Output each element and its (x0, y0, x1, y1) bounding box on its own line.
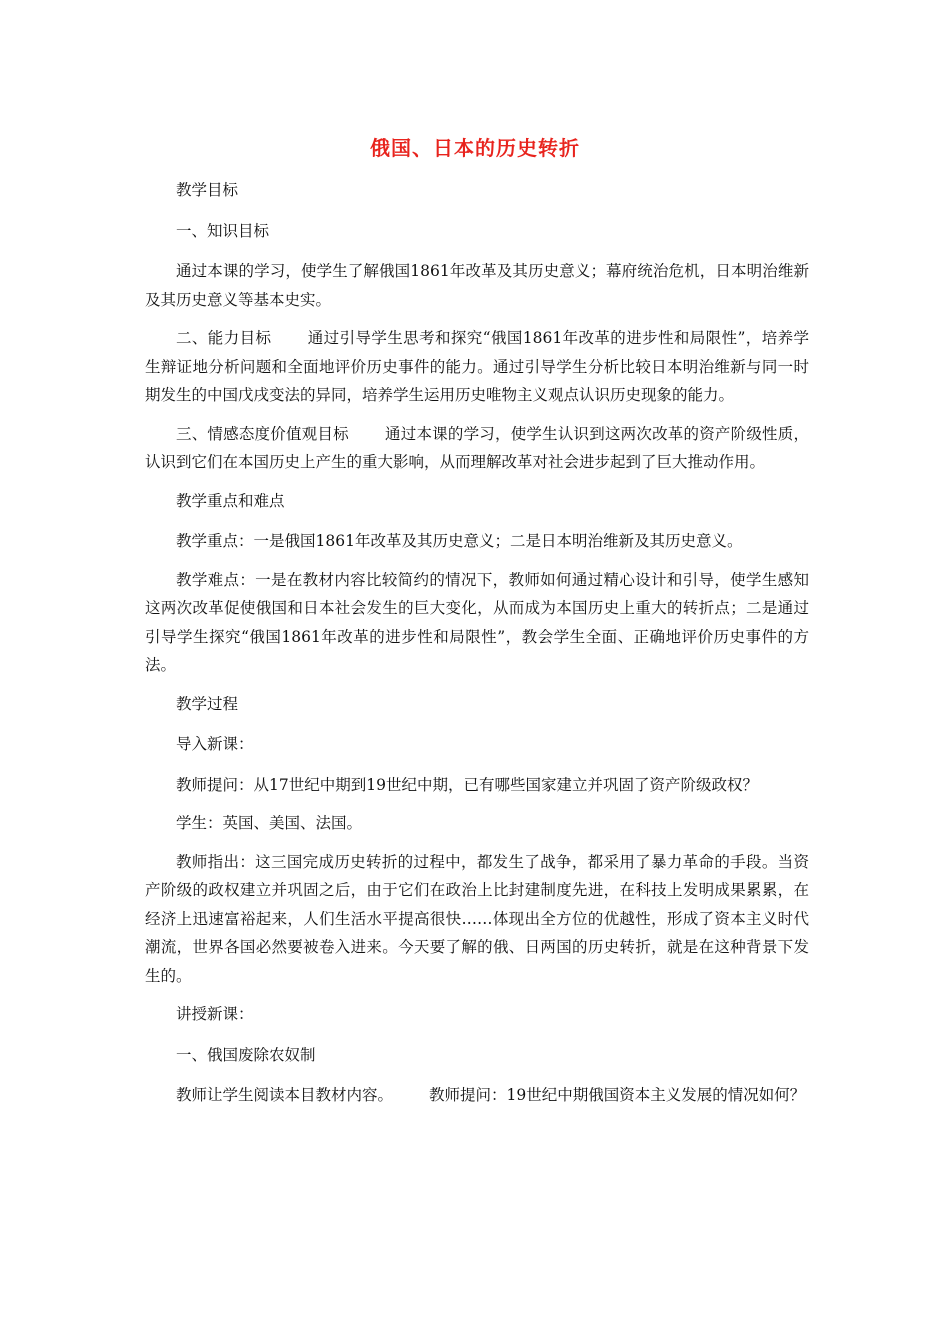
section-heading-objectives: 教学目标 (176, 181, 239, 199)
subheading-introduction: 导入新课： (176, 735, 254, 753)
paragraph-teacher-question: 教师提问：从17世纪中期到19世纪中期，已有哪些国家建立并巩固了资产阶级政权？ (176, 775, 758, 794)
subheading-russia-serfdom: 一、俄国废除农奴制 (176, 1045, 316, 1064)
emotion-goal-label: 三、情感态度价值观目标 (176, 424, 349, 443)
paragraph-emotion-goal (145, 420, 809, 477)
paragraph-knowledge-goal: 通过本课的学习，使学生了解俄国1861年改革及其历史意义；幕府统治危机，日本明治维新及其历史意义等基本史实。 (145, 262, 809, 309)
reading-instruction: 教师让学生阅读本目教材内容。 (176, 1086, 394, 1104)
document-body (145, 176, 809, 1120)
paragraph-difficult-points: 教学难点：一是在教材内容比较简约的情况下，教师如何通过精心设计和引导，使学生感知这两次改革促使俄国和日本社会发生的巨大变化，从而成为本国历史上重大的转折点；二是通过引导学生探究“俄国1861年改革的进步性和局限性”，教会学生全面、正确地评价历史事件的方法。 (145, 570, 809, 674)
emotion-goal-text: 通过本课的学习，使学生认识到这两次改革的资产阶级性质，认识到它们在本国历史上产生的重大影响，从而理解改革对社会进步起到了巨大推动作用。 (145, 424, 809, 471)
paragraph-ability-goal (145, 324, 809, 410)
ability-goal-text: 通过引导学生思考和探究“俄国1861年改革的进步性和局限性”，培养学生辩证地分析问题和全面地评价历史事件的能力。通过引导学生分析比较日本明治维新与同一时期发生的中国戊戌变法的异同，培养学生运用历史唯物主义观点认识历史现象的能力。 (145, 329, 809, 404)
subheading-knowledge-goal: 一、知识目标 (176, 221, 270, 240)
paragraph-teacher-points-out: 教师指出：这三国完成历史转折的过程中，都发生了战争，都采用了暴力革命的手段。当资产阶级的政权建立并巩固之后，由于它们在政治上比封建制度先进，在科技上发明成果累累，在经济上迅速富裕起来，人们生活水平提高很快……体现出全方位的优越性，形成了资本主义时代潮流，世界各国必然要被卷入进来。今天要了解的俄、日两国的历史转折，就是在这种背景下发生的。 (145, 852, 809, 985)
paragraph-student-answer: 学生：英国、美国、法国。 (176, 814, 363, 832)
section-heading-process: 教学过程 (176, 694, 239, 713)
paragraph-key-points: 教学重点：一是俄国1861年改革及其历史意义；二是日本明治维新及其历史意义。 (176, 532, 743, 550)
paragraph-teacher-reading (145, 1081, 809, 1110)
document-title: 俄国、日本的历史转折 (370, 136, 580, 160)
reading-question: 教师提问：19世纪中期俄国资本主义发展的情况如何？ (429, 1086, 806, 1104)
section-heading-key-points: 教学重点和难点 (176, 491, 285, 510)
ability-goal-label: 二、能力目标 (176, 329, 272, 347)
subheading-new-lesson: 讲授新课： (176, 1005, 254, 1023)
